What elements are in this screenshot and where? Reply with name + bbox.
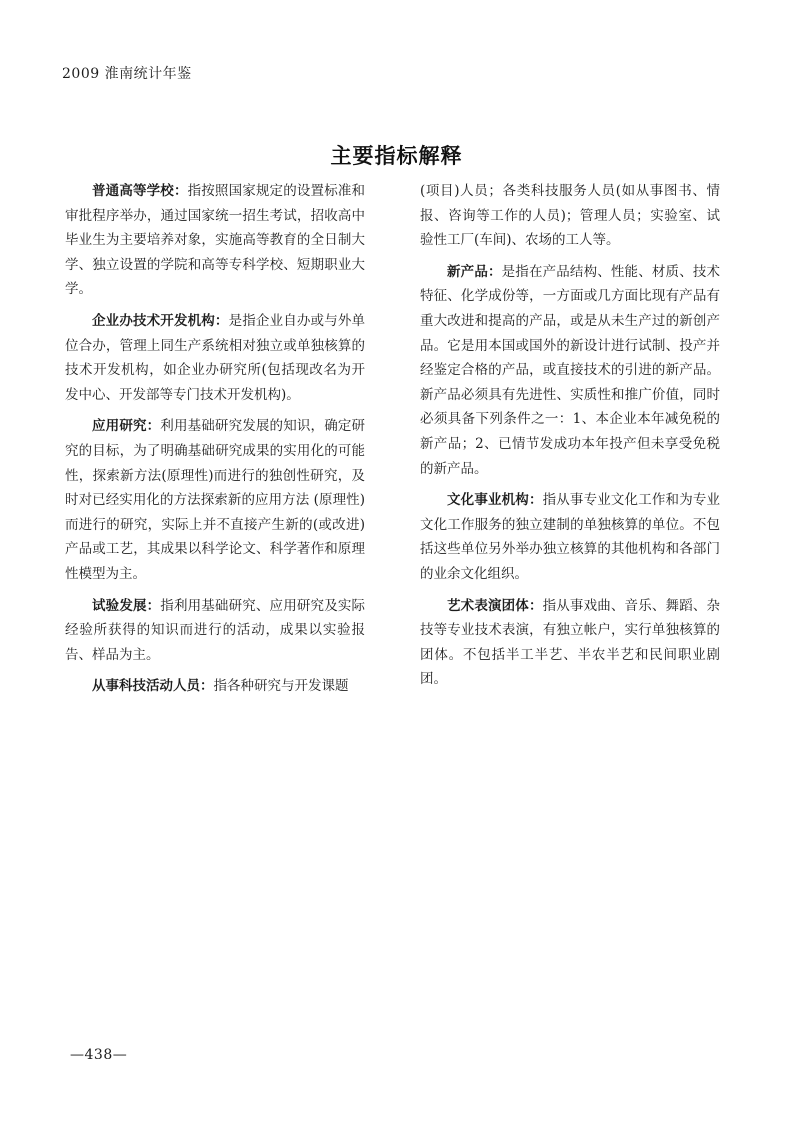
definition-text: 指从事戏曲、音乐、舞蹈、杂技等专业技术表演，有独立帐户，实行单独核算的团体。不包括半工半艺、半农半艺和民间职业剧团。 [420, 597, 721, 688]
definition-text: 指按照国家规定的设置标准和审批程序举办，通过国家统一招生考试，招收高中毕业生为主要培养对象，实施高等教育的全日制大学、独立设置的学院和高等专科学校、短期职业大学。 [65, 183, 366, 298]
definition-paragraph [65, 309, 365, 407]
left-column [65, 179, 365, 706]
definition-paragraph [65, 594, 365, 668]
definition-term: 应用研究： [92, 418, 161, 435]
definition-term: 试验发展： [92, 597, 161, 614]
definition-text: 指各种研究与开发课题 [213, 678, 349, 695]
continued-paragraph [420, 179, 720, 253]
definition-paragraph [65, 414, 365, 586]
running-header: 2009 淮南统计年鉴 [62, 66, 192, 82]
definition-paragraph [65, 179, 365, 302]
definition-term: 新产品： [447, 263, 502, 280]
definition-text: 是指在产品结构、性能、材质、技术特征、化学成份等，一方面或几方面比现有产品有重大改进和提高的产品，或是从未生产过的新创产品。它是用本国或国外的新设计进行试制、投产并经鉴定合格的产品，或直接技术的引进的新产品。新产品必须具有先进性、实质性和推广价值，同时必须具备下列条件之一：1、本企业本年减免税的新产品；2、已情节发成功本年投产但未享受免税的新产品。 [420, 263, 721, 477]
definition-text: 指利用基础研究、应用研究及实际经验所获得的知识而进行的活动，成果以实验报告、样品为主。 [65, 597, 366, 663]
definition-text: 利用基础研究发展的知识，确定研究的目标，为了明确基础研究成果的实用化的可能性，探索新方法(原理性)而进行的独创性研究，及时对已经实用化的方法探索新的应用方法 (原理性)而进行的研究，实际上并不直接产生新的(或改进)产品或工艺，其成果以科学论文、科学著作和原理性模型为主。 [65, 418, 366, 582]
definition-term: 普通高等学校： [92, 183, 188, 199]
definition-text: 指从事专业文化工作和为专业文化工作服务的独立建制的单独核算的单位。不包括这些单位另外举办独立核算的其他机构和各部门的业余文化组织。 [420, 492, 721, 582]
definition-text: (项目)人员；各类科技服务人员(如从事图书、情报、咨询等工作的人员)；管理人员；实验室、试验性工厂(车间)、农场的工人等。 [420, 183, 720, 249]
definition-paragraph [420, 260, 720, 481]
page-title: 主要指标解释 [330, 143, 463, 169]
definition-term: 文化事业机构： [447, 492, 543, 509]
right-column [420, 179, 720, 699]
definition-term: 企业办技术开发机构： [92, 312, 229, 329]
definition-paragraph [420, 488, 720, 586]
definition-term: 艺术表演团体： [447, 597, 543, 614]
definition-paragraph [420, 594, 720, 692]
page-number: —438— [70, 1047, 128, 1063]
definition-term: 从事科技活动人员： [92, 678, 214, 695]
definition-text: 是指企业自办或与外单位合办，管理上同生产系统相对独立或单独核算的技术开发机构，如企业办研究所(包括现改名为开发中心、开发部等专门技术开发机构)。 [65, 312, 366, 403]
definition-paragraph [65, 674, 365, 699]
